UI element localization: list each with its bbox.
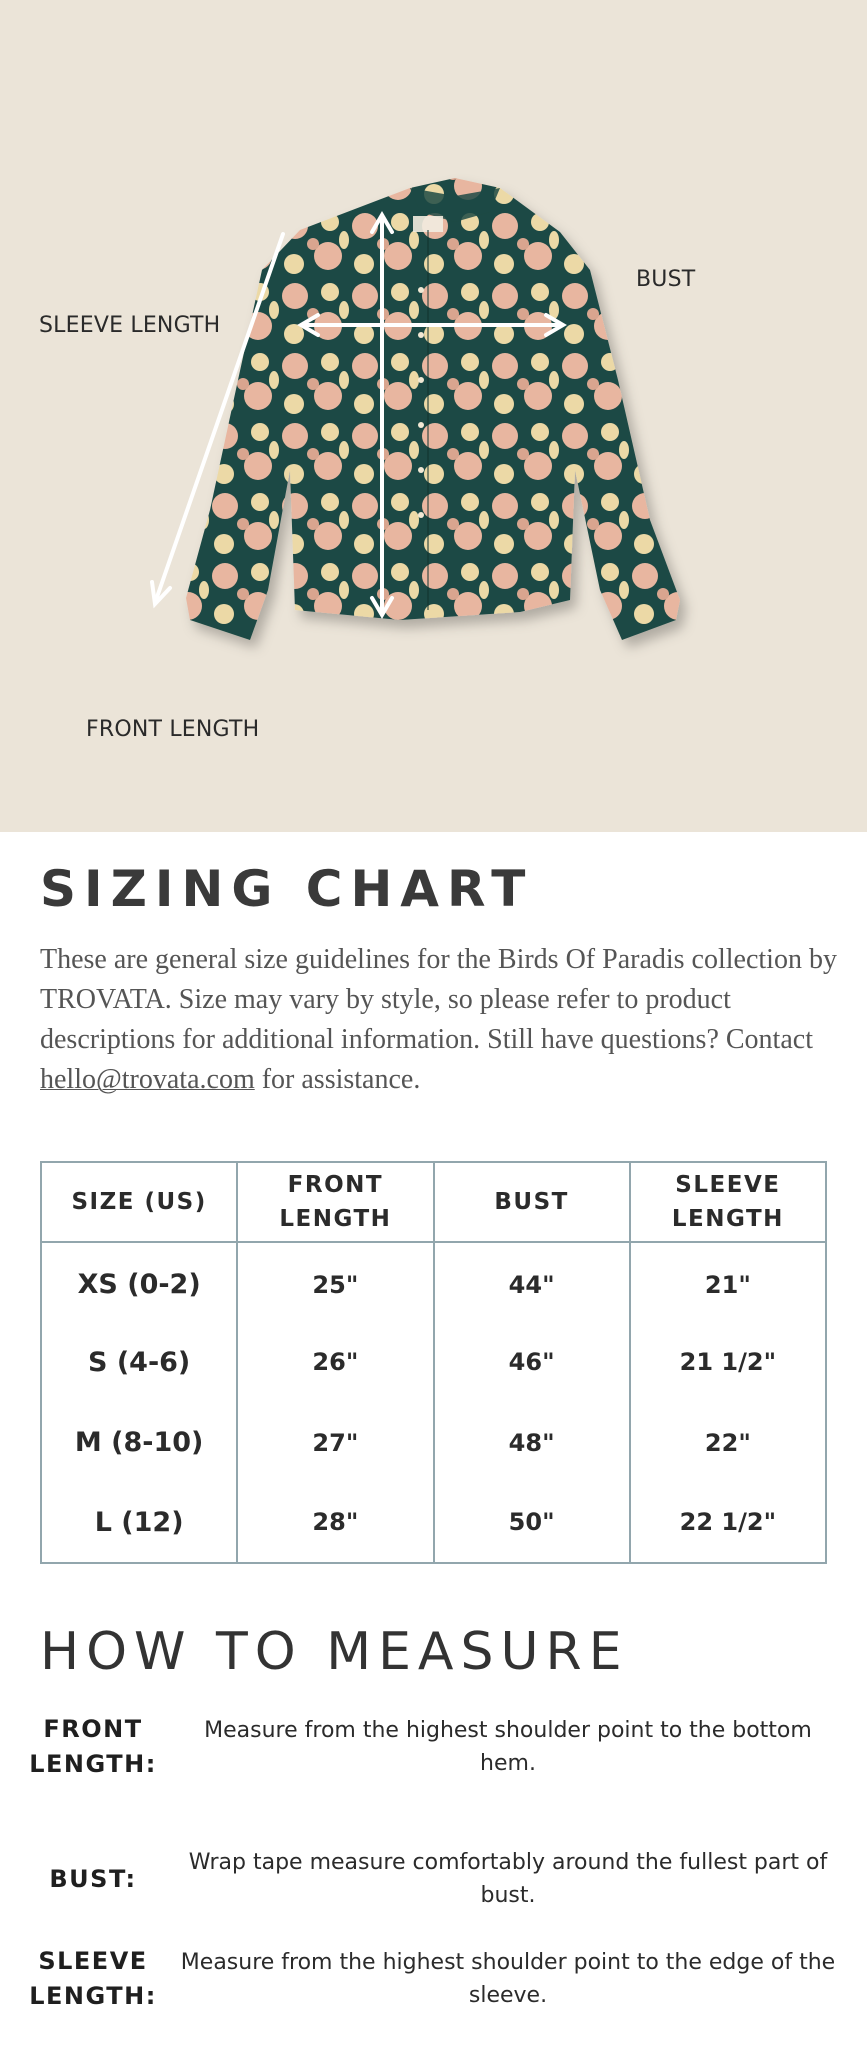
contact-email-link[interactable]: hello@trovata.com <box>40 1064 255 1095</box>
measure-item-sleeve-length <box>20 1943 840 2015</box>
sleeve-length-cell: 22 1/2" <box>630 1483 826 1563</box>
measure-term: SLEEVE LENGTH: <box>29 1947 157 2010</box>
bust-cell: 50" <box>434 1483 630 1563</box>
intro-text: These are general size guidelines for the Birds Of Paradis collection by TROVATA. Size may vary by style, so please refer to product descriptions for additional information. Still have questions? Contact <box>40 944 837 1055</box>
sleeve-length-label: SLEEVE LENGTH <box>39 313 221 338</box>
front-length-cell: 28" <box>237 1483 433 1563</box>
bust-cell: 48" <box>434 1403 630 1483</box>
header-sleeve-length: SLEEVE LENGTH <box>630 1162 826 1242</box>
size-cell: S (4-6) <box>87 1346 191 1378</box>
size-cell: XS (0-2) <box>77 1269 201 1301</box>
sleeve-length-cell: 22" <box>630 1403 826 1483</box>
front-length-cell: 27" <box>237 1403 433 1483</box>
size-table <box>40 1161 827 1564</box>
table-row <box>41 1403 826 1483</box>
intro-text-end: for assistance. <box>254 1064 421 1095</box>
front-length-cell: 26" <box>237 1322 433 1402</box>
table-header-row <box>41 1162 826 1242</box>
shirt-illustration <box>0 0 867 832</box>
sleeve-length-cell: 21" <box>630 1242 826 1322</box>
header-size: SIZE (US) <box>41 1162 237 1242</box>
how-to-measure-title: HOW TO MEASURE <box>40 1622 629 1682</box>
bust-cell: 46" <box>434 1322 630 1402</box>
size-cell: M (8-10) <box>74 1427 204 1459</box>
size-cell: L (12) <box>94 1506 184 1538</box>
bust-cell: 44" <box>434 1242 630 1322</box>
blouse-shape <box>186 178 680 640</box>
measure-item-bust <box>20 1843 840 1915</box>
measure-description: Wrap tape measure comfortably around the fullest part of bust. <box>188 1850 828 1908</box>
intro-paragraph <box>40 940 840 1100</box>
sleeve-length-cell: 21 1/2" <box>630 1322 826 1402</box>
table-row <box>41 1242 826 1322</box>
header-bust: BUST <box>434 1162 630 1242</box>
header-front-length: FRONT LENGTH <box>237 1162 433 1242</box>
table-row <box>41 1322 826 1402</box>
front-length-cell: 25" <box>237 1242 433 1322</box>
measure-term: BUST: <box>49 1864 137 1893</box>
page-title: SIZING CHART <box>40 860 534 918</box>
table-row <box>41 1483 826 1563</box>
bust-label: BUST <box>636 267 696 292</box>
measure-term: FRONT LENGTH: <box>29 1715 157 1778</box>
measure-item-front-length <box>20 1711 840 1783</box>
front-length-label: FRONT LENGTH <box>86 717 260 742</box>
measurement-diagram <box>0 0 867 832</box>
measure-description: Measure from the highest shoulder point to the bottom hem. <box>204 1718 812 1776</box>
measure-description: Measure from the highest shoulder point to the edge of the sleeve. <box>180 1950 836 2008</box>
